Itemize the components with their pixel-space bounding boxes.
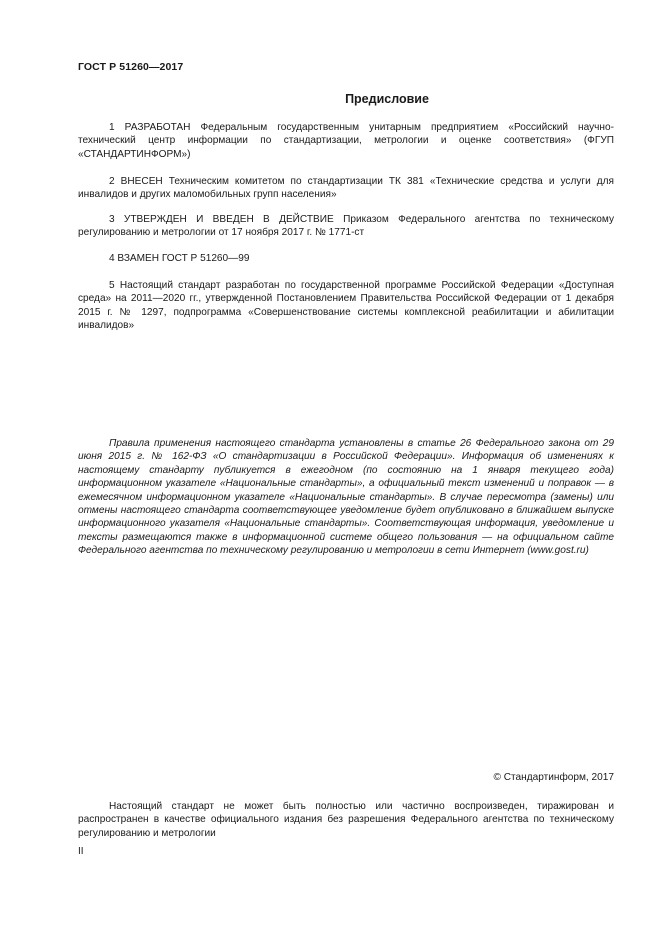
page-number: II <box>78 846 84 857</box>
standard-code-header: ГОСТ Р 51260—2017 <box>78 61 184 73</box>
foreword-item-3: 3 УТВЕРЖДЕН И ВВЕДЕН В ДЕЙСТВИЕ Приказом Федерального агентства по техническому регулированию и метрологии от 17 ноября 2017 г. № 1771-ст <box>78 214 614 239</box>
page-title <box>78 92 614 106</box>
foreword-item-4: 4 ВЗАМЕН ГОСТ Р 51260—99 <box>109 253 250 264</box>
foreword-item-2: 2 ВНЕСЕН Техническим комитетом по стандартизации ТК 381 «Технические средства и услуги для инвалидов и других маломобильных групп населения» <box>78 176 614 201</box>
reproduction-notice: Настоящий стандарт не может быть полностью или частично воспроизведен, тиражирован и распространен в качестве официального издания без разрешения Федерального агентства по техническому регулированию и метрологии <box>78 801 614 839</box>
rules-note: Правила применения настоящего стандарта установлены в статье 26 Федерального закона от 29 июня 2015 г. № 162-ФЗ «О стандартизации в Российской Федерации». Информация об изменениях к настоящему стандарту публикуется в ежегодном (по состоянию на 1 января текущего года) информационном указателе «Национальные стандарты», а официальный текст изменений и поправок — в ежемесячном информационном указателе «Национальные стандарты». В случае пересмотра (замены) или отмены настоящего стандарта соответствующее уведомление будет опубликовано в ближайшем выпуске информационного указателя «Национальные стандарты». Соответствующая информация, уведомление и тексты размещаются также в информационной системе общего пользования — на официальном сайте Федерального агентства по техническому регулированию и метрологии в сети Интернет (www.gost.ru) <box>78 438 614 557</box>
foreword-item-1: 1 РАЗРАБОТАН Федеральным государственным унитарным предприятием «Российский научно-технический центр информации по стандартизации, метрологии и оценке соответствия» (ФГУП «СТАНДАРТИНФОРМ») <box>78 122 614 160</box>
foreword-item-5: 5 Настоящий стандарт разработан по государственной программе Российской Федерации «Доступная среда» на 2011—2020 гг., утвержденной Постановлением Правительства Российской Федерации от 1 декабря 2015 г. № 1297, подпрограмма «Совершенствование системы комплексной реабилитации и абилитации инвалидов» <box>78 280 614 332</box>
copyright-line: © Стандартинформ, 2017 <box>493 772 614 783</box>
foreword-title: Предисловие <box>345 92 429 106</box>
